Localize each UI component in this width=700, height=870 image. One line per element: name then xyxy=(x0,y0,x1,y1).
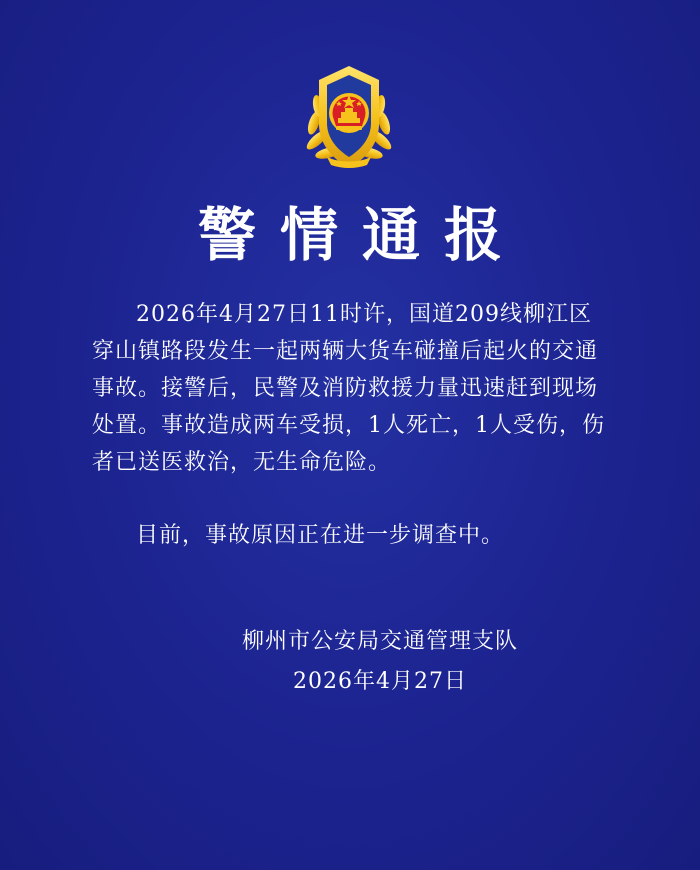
police-emblem-icon xyxy=(297,62,401,172)
issue-date: 2026年4月27日 xyxy=(293,669,467,694)
notice-paragraph-main: 2026年4月27日11时许，国道209线柳江区穿山镇路段发生一起两辆大货车碰撞后起火的交通事故。接警后，民警及消防救援力量迅速赶到现场处置。事故造成两车受损，1人死亡，1人受伤，伤者已送医救治，无生命危险。 xyxy=(92,302,605,475)
issuer-name: 柳州市公安局交通管理支队 xyxy=(241,629,518,654)
notice-paragraph-investigation: 目前，事故原因正在进一步调查中。 xyxy=(136,523,505,548)
notice-title: 警情通报 xyxy=(197,201,526,269)
